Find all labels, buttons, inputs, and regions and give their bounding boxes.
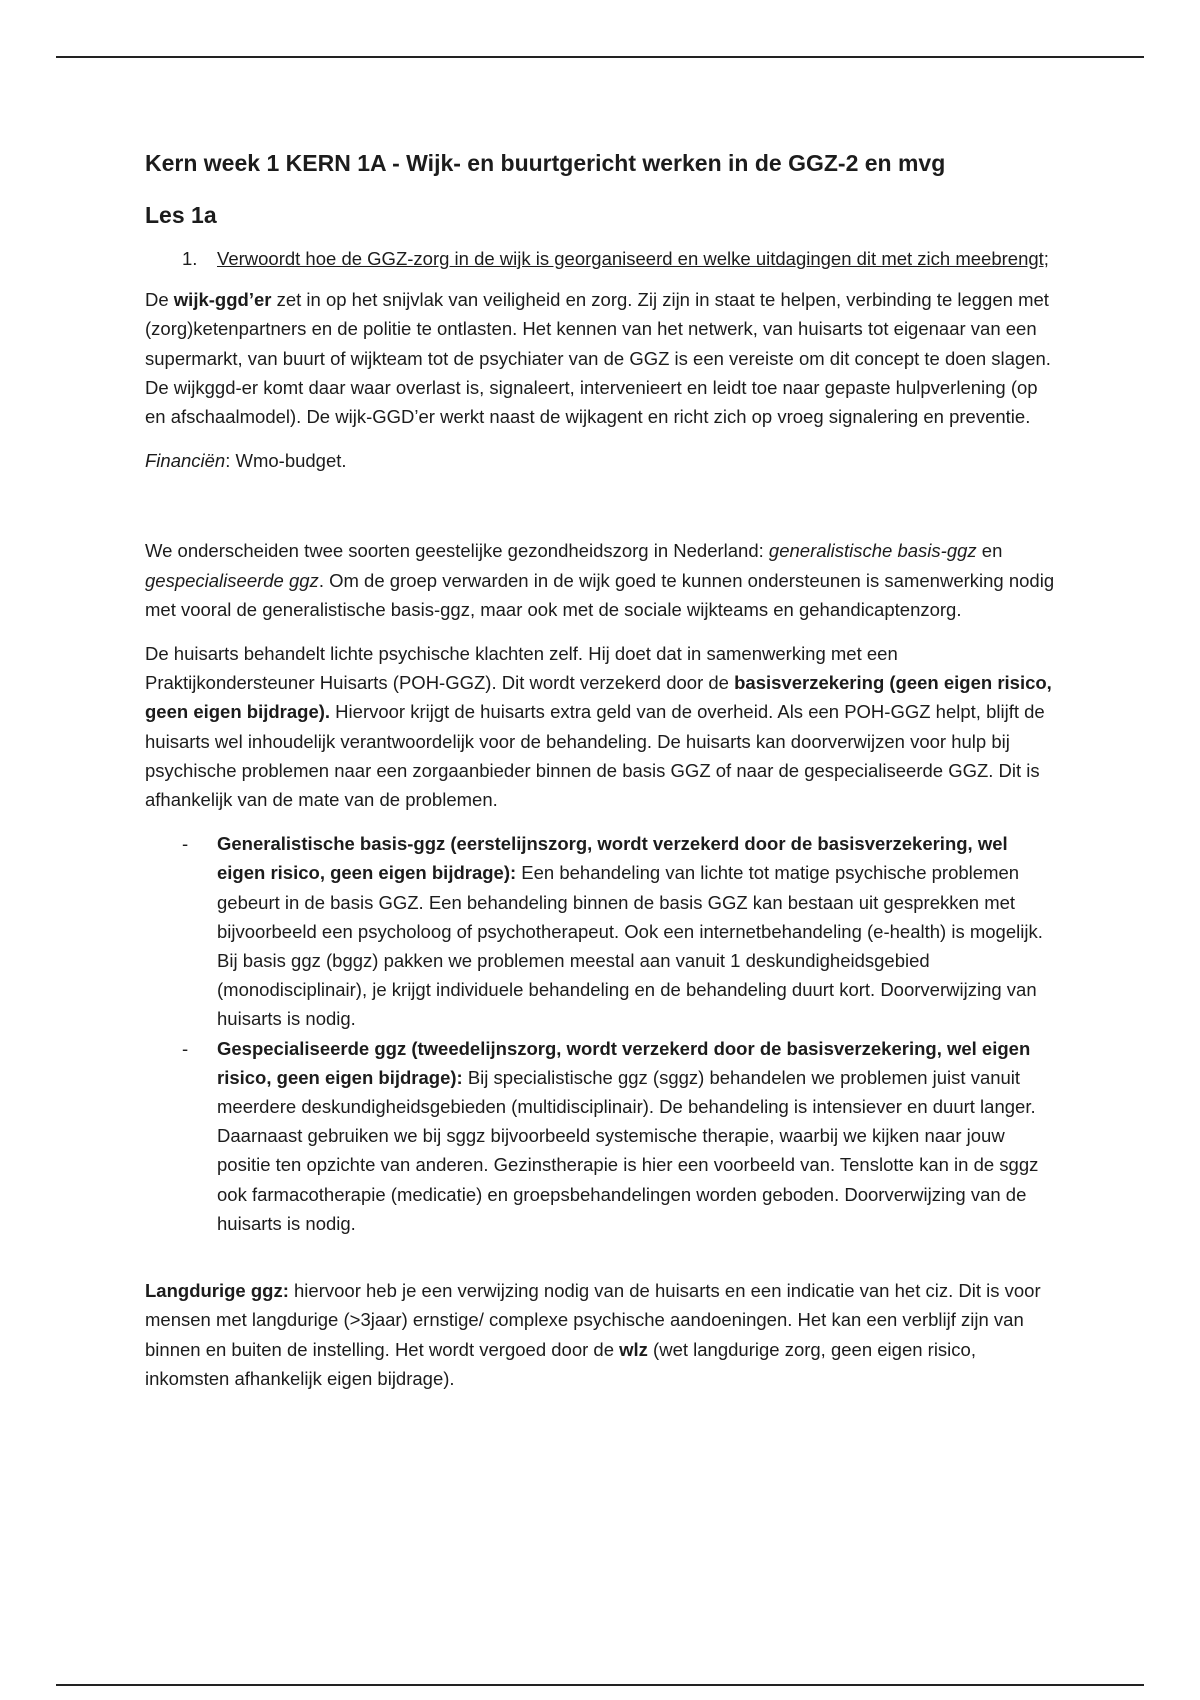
p3-bold: basisverzekering (geen eigen risico, geen eigen bijdrage). bbox=[145, 672, 1052, 723]
document-body bbox=[145, 146, 1060, 1408]
bottom-rule bbox=[56, 1684, 1144, 1686]
p4-b: (wet langdurige zorg, geen eigen risico, inkomsten afhankelijk eigen bijdrage). bbox=[145, 1338, 976, 1389]
bullet-text: Een behandeling van lichte tot matige psychische problemen gebeurt in de basis GGZ. Een behandeling binnen de basis GGZ kan bestaan uit gesprekken met bijvoorbeeld een psycholoog of psychotherapeut. Ook een internetbehandeling (e-health) is mogelijk. Bij basis ggz (bggz) pakken we problemen meestal aan vanuit 1 deskundigheidsgebied (monodisciplinair), je krijgt individuele behandeling en de behandeling duurt kort. Doorverwijzing van huisarts is nodig. bbox=[217, 862, 1043, 1030]
bullet-bold-heading: Generalistische basis-ggz (eerstelijnszorg, wordt verzekerd door de basisverzekering, wel eigen risico, geen eigen bijdrage): bbox=[217, 833, 1008, 884]
learning-question bbox=[145, 244, 1060, 273]
p1-pre: De bbox=[145, 289, 174, 311]
top-rule bbox=[56, 56, 1144, 58]
paragraph-langdurige-ggz bbox=[145, 1276, 1060, 1393]
list-item bbox=[145, 829, 1060, 1033]
bullet-bold-heading: Gespecialiseerde ggz (tweedelijnszorg, wordt verzekerd door de basisverzekering, wel eigen risico, geen eigen bijdrage): bbox=[217, 1037, 1031, 1088]
p3-c: Hiervoor krijgt de huisarts extra geld van de overheid. Als een POH-GGZ helpt, blijft de huisarts wel inhoudelijk verantwoordelijk voor de behandeling. De huisarts kan doorverwijzen voor hulp bij psychische problemen naar een zorgaanbieder binnen de basis GGZ of naar de gespecialiseerde GGZ. Dit is afhankelijk van de mate van de problemen. bbox=[145, 701, 1045, 811]
paragraph-huisarts bbox=[145, 639, 1060, 814]
p2-a: We onderscheiden twee soorten geestelijke gezondheidszorg in Nederland: bbox=[145, 540, 769, 562]
document-title: Kern week 1 KERN 1A - Wijk- en buurtgericht werken in de GGZ-2 en mvg bbox=[145, 150, 946, 176]
p2-italic-gespecialiseerde: gespecialiseerde ggz bbox=[145, 569, 319, 591]
p4-bold-heading: Langdurige ggz: bbox=[145, 1280, 289, 1302]
lesson-heading: Les 1a bbox=[145, 202, 217, 228]
list-item bbox=[145, 1034, 1060, 1238]
dash-marker: - bbox=[182, 1037, 189, 1059]
p3-a: De huisarts behandelt lichte psychische klachten zelf. Hij doet dat in samenwerking met een Praktijkondersteuner Huisarts (POH-GGZ). Dit wordt verzekerd door de bbox=[145, 643, 898, 694]
question-number: 1. bbox=[182, 248, 198, 269]
question-text: Verwoordt hoe de GGZ-zorg in de wijk is georganiseerd en welke uitdagingen dit met zich meebrengt; bbox=[217, 248, 1049, 269]
paragraph-ggz-types bbox=[145, 536, 1060, 624]
dash-marker: - bbox=[182, 833, 189, 855]
p1-rest: zet in op het snijvlak van veiligheid en zorg. Zij zijn in staat te helpen, verbinding te leggen met (zorg)ketenpartners en de politie te ontlasten. Het kennen van het netwerk, van huisarts tot eigenaar van een supermarkt, van buurt of wijkteam tot de psychiater van de GGZ is een vereiste om dit concept te doen slagen. De wijkggd-er komt daar waar overlast is, signaleert, intervenieert en leidt toe naar gepaste hulpverlening (op en afschaalmodel). De wijk-GGD’er werkt naast de wijkagent en richt zich op vroeg signalering en preventie. bbox=[145, 289, 1051, 428]
spacer bbox=[145, 1238, 1060, 1276]
p1-bold-term: wijk-ggd’er bbox=[173, 289, 272, 311]
p4-bold-wlz: wlz bbox=[619, 1338, 648, 1360]
bullet-text: Bij specialistische ggz (sggz) behandelen we problemen juist vanuit meerdere deskundigheidsgebieden (multidisciplinair). De behandeling is intensiever en duurt langer. Daarnaast gebruiken we bij sggz bijvoorbeeld systemische therapie, waarbij we kijken naar jouw positie ten opzichte van anderen. Gezinstherapie is hier een voorbeeld van. Tenslotte kan in de sggz ook farmacotherapie (medicatie) en groepsbehandelingen worden geboden. Doorverwijzing van de huisarts is nodig. bbox=[217, 1066, 1039, 1234]
ggz-bullet-list bbox=[145, 829, 1060, 1238]
p2-b: en bbox=[976, 540, 1003, 562]
finance-label: Financiën bbox=[145, 450, 226, 472]
paragraph-finance bbox=[145, 446, 1060, 475]
p4-a: hiervoor heb je een verwijzing nodig van de huisarts en een indicatie van het ciz. Dit is voor mensen met langdurige (>3jaar) ernstige/ complexe psychische aandoeningen. Het kan een verblijf zijn van binnen en buiten de instelling. Het wordt vergoed door de bbox=[145, 1280, 1041, 1360]
paragraph-wijk-ggder bbox=[145, 285, 1060, 431]
spacer bbox=[145, 490, 1060, 536]
p2-italic-generalistische: generalistische basis-ggz bbox=[768, 540, 977, 562]
p2-c: . Om de groep verwarden in de wijk goed te kunnen ondersteunen is samenwerking nodig met vooral de generalistische basis-ggz, maar ook met de sociale wijkteams en gehandicaptenzorg. bbox=[145, 569, 1055, 620]
finance-value: : Wmo-budget. bbox=[225, 450, 347, 472]
